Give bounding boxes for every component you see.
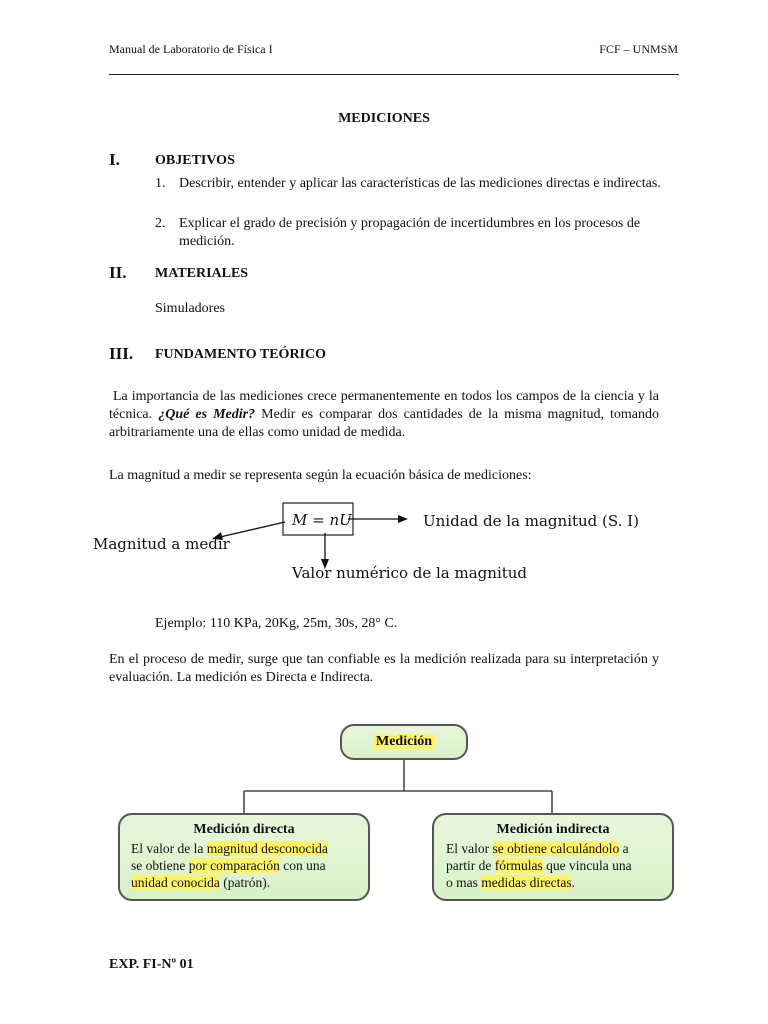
page-title: MEDICIONES [338,111,430,126]
section-2-numeral: II. [109,263,127,282]
paragraph-importance-start: La importancia de las mediciones crece permanentemente en todos los campos de la ciencia y la técnica. [109,389,659,422]
header-left: Manual de Laboratorio de Física I [109,42,273,56]
header-right: FCF – UNMSM [599,42,678,56]
objective-2-text: Explicar el grado de precisión y propagación de incertidumbres en los procesos de medición. [179,216,641,249]
equation-diagram [80,495,640,585]
measurement-tree-diagram [110,720,680,910]
header-rule [109,74,679,75]
footer-experiment-code: EXP. FI-Nº 01 [109,957,194,972]
label-magnitude: Magnitud a medir [93,535,230,553]
section-3-heading: FUNDAMENTO TEÓRICO [155,347,327,362]
indirecta-description: El valor se obtiene calculándolo a partir de fórmulas que vincula una o mas medidas directas. [446,841,632,890]
label-unit: Unidad de la magnitud (S. I) [423,512,639,530]
indirecta-title: Medición indirecta [496,822,610,837]
equation-text: M = nU [292,511,352,529]
node-medicion-indirecta [432,813,674,901]
objective-2-number: 2. [155,216,166,231]
section-3-numeral: III. [109,344,134,363]
objective-1-text: Describir, entender y aplicar las características de las mediciones directas e indirectas. [179,176,661,191]
root-node-medicion [340,724,468,760]
section-1-heading: OBJETIVOS [155,153,235,168]
directa-description: El valor de la magnitud desconocida se obtiene por comparación con una unidad conocida (patrón). [131,841,328,890]
materials-text: Simuladores [155,301,225,316]
paragraph-importance [109,388,659,442]
label-numeric-value: Valor numérico de la magnitud [292,564,528,582]
question-que-es-medir: ¿Qué es Medir? [158,407,256,422]
arrow-right-head [398,515,408,523]
directa-title: Medición directa [193,822,295,837]
paragraph-process: En el proceso de medir, surge que tan confiable es la medición realizada para su interpretación y evaluación. La medición es Directa e Indirecta. [109,652,659,685]
objective-1-number: 1. [155,176,166,191]
paragraph-importance-end: Medir es comparar dos cantidades de la misma magnitud, tomando arbitrariamente una de ellas como unidad de medida. [109,407,659,440]
section-2-heading: MATERIALES [155,266,249,281]
node-medicion-directa [118,813,370,901]
root-node-label: Medición [373,734,435,749]
paragraph-equation-intro: La magnitud a medir se representa según la ecuación básica de mediciones: [109,468,532,483]
section-1-numeral: I. [109,150,120,169]
example-text: Ejemplo: 110 KPa, 20Kg, 25m, 30s, 28° C. [155,616,398,631]
